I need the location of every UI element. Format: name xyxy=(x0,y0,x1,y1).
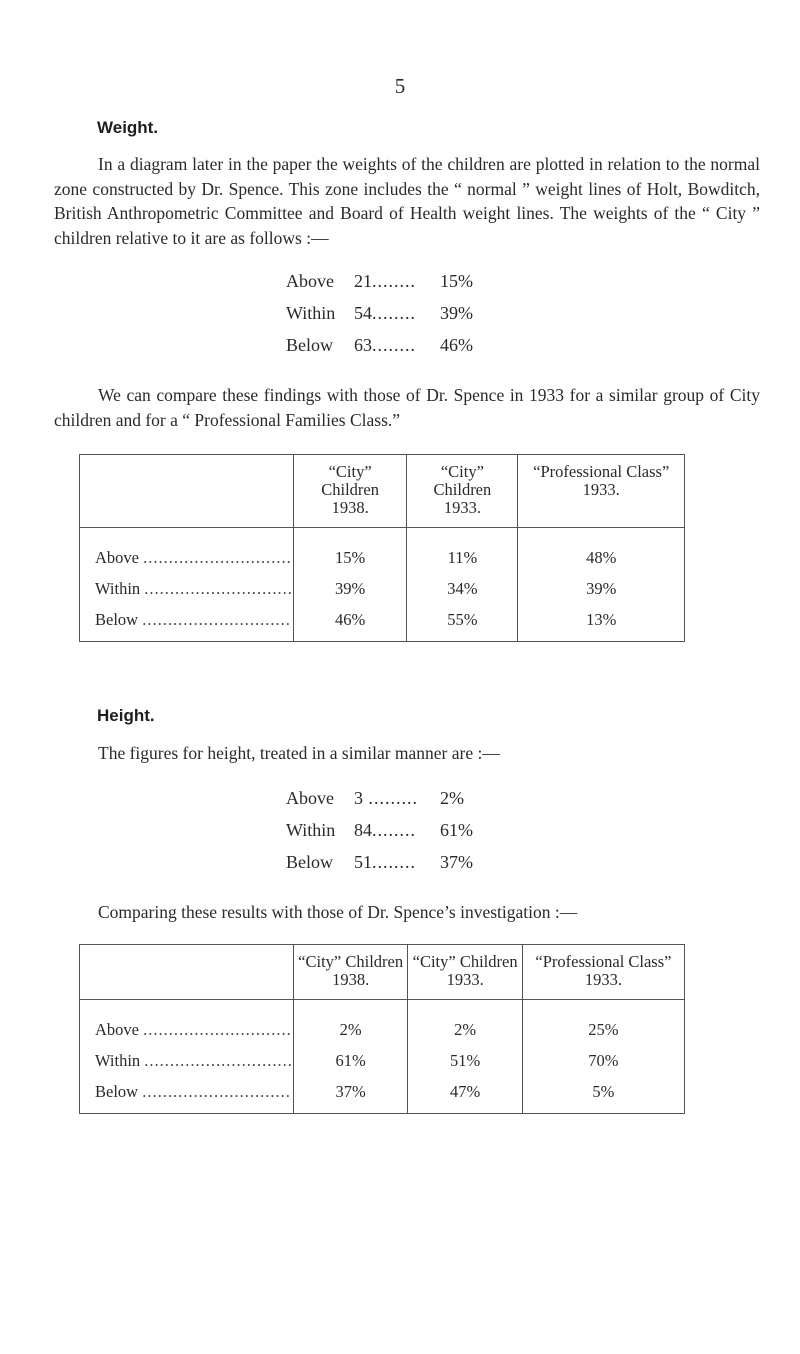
table-header-row xyxy=(80,945,685,1000)
stat-percent: 39% xyxy=(440,303,473,323)
stat-percent: 37% xyxy=(440,852,473,872)
row-label: Above ............................. xyxy=(80,528,294,574)
page-number: 5 xyxy=(394,74,406,98)
row-label: Above ............................. xyxy=(80,1000,294,1046)
weight-stat-below: Below 63........ 46% xyxy=(286,329,473,361)
stat-percent: 2% xyxy=(440,788,464,808)
table-row xyxy=(80,1045,685,1076)
row-label: Within ............................. xyxy=(80,1045,294,1076)
stat-label: Within xyxy=(286,303,336,323)
stat-label: Within xyxy=(286,820,336,840)
stat-count: 51 xyxy=(354,852,372,872)
height-stat-below: Below 51........ 37% xyxy=(286,846,473,878)
column-header: “City” Children 1938. xyxy=(293,945,407,1000)
weight-compare-paragraph: We can compare these findings with those of Dr. Spence in 1933 for a similar group of City children and for a “ Professional Families Class.” xyxy=(54,385,760,430)
stat-count: 54 xyxy=(354,303,372,323)
row-label: Within ............................. xyxy=(80,573,294,604)
height-comparison-table xyxy=(79,944,685,1114)
table-cell: 48% xyxy=(518,528,685,574)
weight-comparison-table xyxy=(79,454,685,642)
table-cell: 39% xyxy=(293,573,406,604)
stat-label: Below xyxy=(286,852,333,872)
stat-count: 21 xyxy=(354,271,372,291)
height-heading: Height. xyxy=(97,706,155,725)
table-cell: 2% xyxy=(293,1000,407,1046)
stat-percent: 15% xyxy=(440,271,473,291)
weight-stats-list xyxy=(286,265,473,361)
table-row xyxy=(80,604,685,642)
height-intro-paragraph: The figures for height, treated in a similar manner are :— xyxy=(98,743,500,763)
table-cell: 46% xyxy=(293,604,406,642)
table-cell: 25% xyxy=(522,1000,684,1046)
stat-label: Below xyxy=(286,335,333,355)
table-cell: 61% xyxy=(293,1045,407,1076)
height-stat-within: Within 84........ 61% xyxy=(286,814,473,846)
table-cell: 2% xyxy=(408,1000,522,1046)
table-cell: 37% xyxy=(293,1076,407,1114)
weight-intro-paragraph: In a diagram later in the paper the weights of the children are plotted in relation to the normal zone constructed by Dr. Spence. This zone includes the “ normal ” weight lines of Holt, Bowditch, British Anthropometric Committee and Board of Health weight lines. The weights of the “ City ” children relative to it are as follows :— xyxy=(54,154,760,248)
height-stat-above: Above 3 ......... 2% xyxy=(286,782,473,814)
table-cell: 70% xyxy=(522,1045,684,1076)
column-header: “City” Children 1933. xyxy=(408,945,522,1000)
stat-percent: 46% xyxy=(440,335,473,355)
stat-percent: 61% xyxy=(440,820,473,840)
stat-label: Above xyxy=(286,788,334,808)
row-label: Below ............................. xyxy=(80,604,294,642)
stat-count: 3 xyxy=(354,788,363,808)
table-cell: 15% xyxy=(293,528,406,574)
table-cell: 5% xyxy=(522,1076,684,1114)
corner-cell xyxy=(80,945,294,1000)
table-cell: 39% xyxy=(518,573,685,604)
table-row xyxy=(80,528,685,574)
stat-count: 63 xyxy=(354,335,372,355)
table-cell: 13% xyxy=(518,604,685,642)
height-compare-paragraph: Comparing these results with those of Dr. Spence’s investigation :— xyxy=(98,902,578,922)
table-row xyxy=(80,573,685,604)
column-header: “Professional Class” 1933. xyxy=(522,945,684,1000)
corner-cell xyxy=(80,455,294,528)
column-header: “City” Children 1933. xyxy=(407,455,518,528)
stat-count: 84 xyxy=(354,820,372,840)
height-stats-list xyxy=(286,782,473,878)
table-cell: 47% xyxy=(408,1076,522,1114)
table-cell: 51% xyxy=(408,1045,522,1076)
table-cell: 55% xyxy=(407,604,518,642)
table-row xyxy=(80,1000,685,1046)
weight-heading: Weight. xyxy=(97,118,159,137)
table-cell: 11% xyxy=(407,528,518,574)
table-header-row xyxy=(80,455,685,528)
table-row xyxy=(80,1076,685,1114)
row-label: Below ............................. xyxy=(80,1076,294,1114)
weight-stat-above: Above 21........ 15% xyxy=(286,265,473,297)
weight-stat-within: Within 54........ 39% xyxy=(286,297,473,329)
stat-label: Above xyxy=(286,271,334,291)
table-cell: 34% xyxy=(407,573,518,604)
column-header: “Professional Class” 1933. xyxy=(518,455,685,528)
column-header: “City” Children 1938. xyxy=(293,455,406,528)
